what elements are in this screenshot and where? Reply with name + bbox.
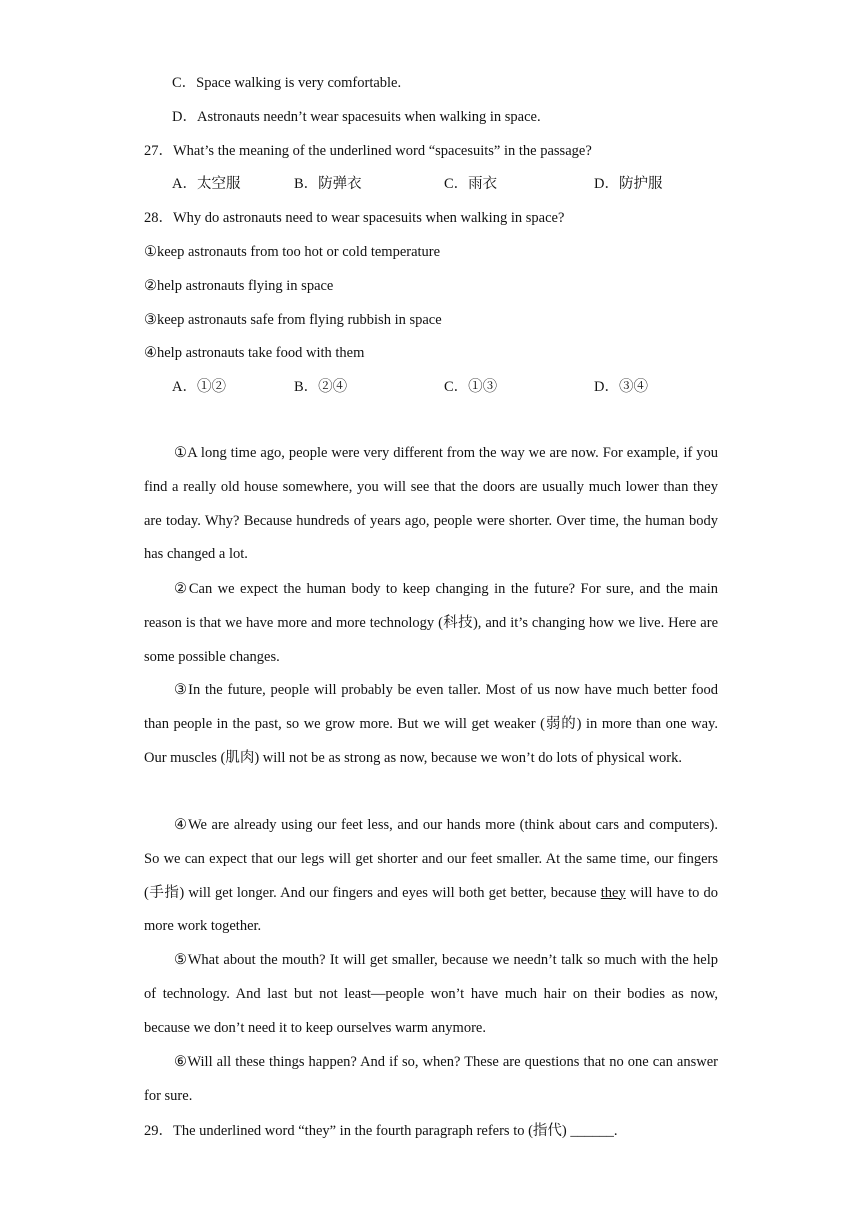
passage-paragraph-3: ③In the future, people will probably be even taller. Most of us now have much better food than people in the past, so we grow more. But we will get weaker (弱的) in more than one way. Our muscles (肌肉) will not be as strong as now, because we won’t do lots of physical work. bbox=[144, 682, 718, 766]
q28-item-1: ①keep astronauts from too hot or cold temperature bbox=[144, 244, 441, 260]
passage-paragraph-5: ⑤What about the mouth? It will get smaller, because we needn’t talk so much with the help of technology. And last but not least—people won’t have much hair on their bodies as now, because we don’t need it to keep ourselves warm anymore. bbox=[144, 952, 718, 1036]
q28-question: 28．Why do astronauts need to wear spacesuits when walking in space? bbox=[144, 210, 565, 226]
passage-paragraph-2: ②Can we expect the human body to keep changing in the future? For sure, and the main reason is that we have more and more technology (科技), and it’s changing how we live. Here are some possible changes. bbox=[144, 581, 718, 665]
underlined-word-they: they bbox=[600, 884, 626, 901]
q28-item-3: ③keep astronauts safe from flying rubbish in space bbox=[144, 312, 442, 328]
q27-option-a: A．太空服 bbox=[172, 176, 241, 192]
paragraph-4-text-after: will have to do more work together. bbox=[144, 884, 719, 935]
q28-options bbox=[172, 377, 732, 397]
q28-item-2: ②help astronauts flying in space bbox=[144, 278, 334, 294]
q28-option-d: D．③④ bbox=[594, 379, 648, 395]
q27-option-b: B．防弹衣 bbox=[294, 176, 362, 192]
q28-option-c: C．①③ bbox=[444, 379, 498, 395]
paragraph-4-text-before: ④We are already using our feet less, and our hands more (think about cars and computers). So we can expect that our legs will get shorter and our feet smaller. At the same time, our fingers (手指) will get longer. And our fingers and eyes will both get better, because bbox=[144, 817, 718, 901]
passage-paragraph-1: ①A long time ago, people were very different from the way we are now. For example, if you find a really old house somewhere, you will see that the doors are usually much lower than they are today. Why? Because hundreds of years ago, people were shorter. Over time, the human body has changed a lot. bbox=[144, 445, 718, 563]
passage-paragraph-4 bbox=[144, 809, 718, 944]
q28-option-a: A．①② bbox=[172, 379, 226, 395]
q26-option-d: D．Astronauts needn’t wear spacesuits when walking in space. bbox=[172, 109, 541, 125]
q28-item-4: ④help astronauts take food with them bbox=[144, 345, 365, 361]
q27-option-c: C．雨衣 bbox=[444, 176, 498, 192]
q29-question: 29．The underlined word “they” in the fourth paragraph refers to (指代) ______. bbox=[144, 1123, 618, 1139]
q28-option-b: B．②④ bbox=[294, 379, 348, 395]
q27-option-d: D．防护服 bbox=[594, 176, 663, 192]
q26-option-c: C．Space walking is very comfortable. bbox=[172, 75, 402, 91]
passage-paragraph-6: ⑥Will all these things happen? And if so, when? These are questions that no one can answer for sure. bbox=[144, 1054, 718, 1104]
q27-question: 27．What’s the meaning of the underlined word “spacesuits” in the passage? bbox=[144, 143, 592, 159]
q27-options bbox=[172, 174, 732, 194]
